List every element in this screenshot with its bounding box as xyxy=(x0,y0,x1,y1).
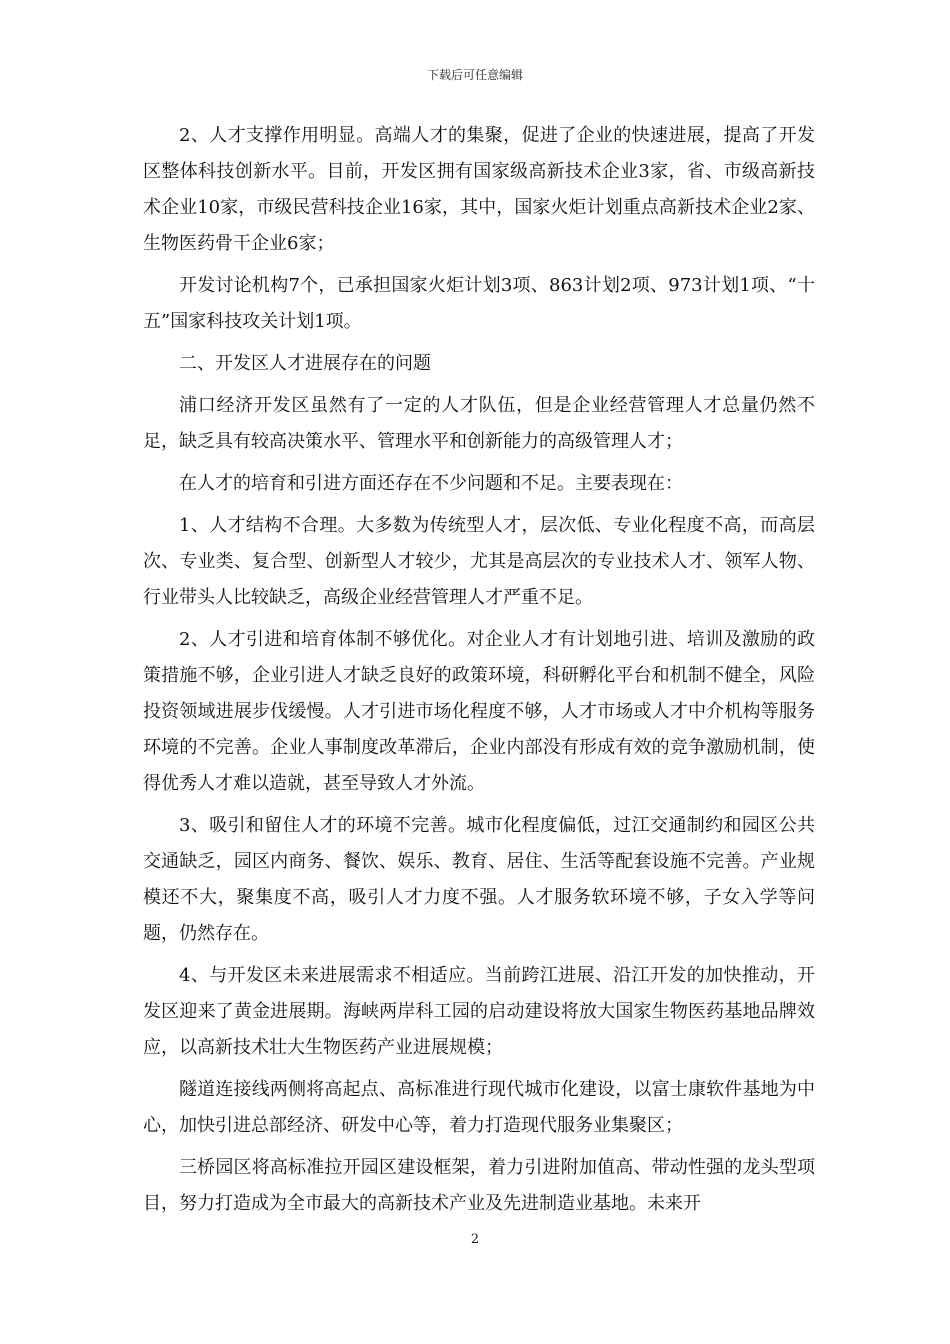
paragraph: 三桥园区将高标准拉开园区建设框架，着力引进附加值高、带动性强的龙头型项目，努力打造成为全市最大的高新技术产业及先进制造业基地。未来开 xyxy=(143,1157,815,1214)
paragraph: 3、吸引和留住人才的环境不完善。城市化程度偏低，过江交通制约和园区公共交通缺乏，园区内商务、餐饮、娱乐、教育、居住、生活等配套设施不完善。产业规模还不大，聚集度不高，吸引人才力度不强。人才服务软环境不够，子女入学等问题，仍然存在。 xyxy=(143,815,815,944)
paragraph: 开发讨论机构7个，已承担国家火炬计划3项、863计划2项、973计划1项、“十五”国家科技攻关计划1项。 xyxy=(143,275,815,332)
section-heading: 二、开发区人才进展存在的问题 xyxy=(179,353,431,374)
paragraph: 在人才的培育和引进方面还存在不少问题和不足。主要表现在： xyxy=(179,473,683,494)
page-number: 2 xyxy=(470,1232,480,1247)
paragraph: 隧道连接线两侧将高起点、高标准进行现代城市化建设，以富士康软件基地为中心，加快引进总部经济、研发中心等，着力打造现代服务业集聚区； xyxy=(143,1079,815,1136)
page-header: 下载后可任意编辑 xyxy=(426,68,523,82)
paragraph: 1、人才结构不合理。大多数为传统型人才，层次低、专业化程度不高，而高层次、专业类、复合型、创新型人才较少，尤其是高层次的专业技术人才、领军人物、行业带头人比较缺乏，高级企业经营管理人才严重不足。 xyxy=(143,515,815,608)
paragraph: 2、人才引进和培育体制不够优化。对企业人才有计划地引进、培训及激励的政策措施不够，企业引进人才缺乏良好的政策环境，科研孵化平台和机制不健全，风险投资领域进展步伐缓慢。人才引进市场化程度不够，人才市场或人才中介机构等服务环境的不完善。企业人事制度改革滞后，企业内部没有形成有效的竞争激励机制，使得优秀人才难以造就，甚至导致人才外流。 xyxy=(143,629,815,794)
document-body xyxy=(143,118,815,1228)
paragraph: 4、与开发区未来进展需求不相适应。当前跨江进展、沿江开发的加快推动，开发区迎来了黄金进展期。海峡两岸科工园的启动建设将放大国家生物医药基地品牌效应，以高新技术壮大生物医药产业进展规模； xyxy=(143,965,815,1058)
paragraph: 2、人才支撑作用明显。高端人才的集聚，促进了企业的快速进展，提高了开发区整体科技创新水平。目前，开发区拥有国家级高新技术企业3家，省、市级高新技术企业10家，市级民营科技企业16家，其中，国家火炬计划重点高新技术企业2家、生物医药骨干企业6家； xyxy=(143,125,815,254)
paragraph: 浦口经济开发区虽然有了一定的人才队伍，但是企业经营管理人才总量仍然不足，缺乏具有较高决策水平、管理水平和创新能力的高级管理人才； xyxy=(143,395,815,452)
